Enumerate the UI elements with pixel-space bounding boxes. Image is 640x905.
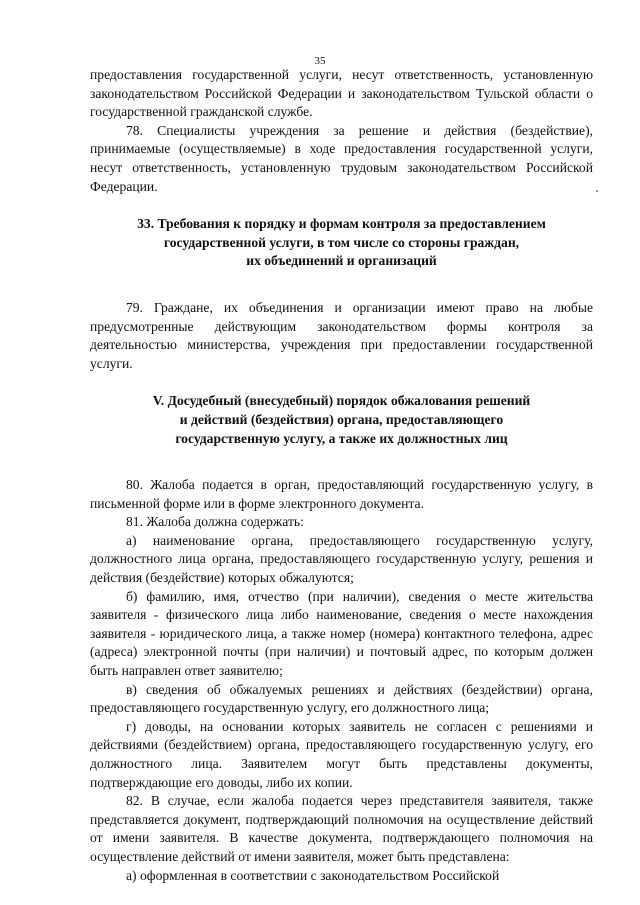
document-body — [90, 66, 593, 885]
paragraph-81-a: а) наименование органа, предоставляющего государственную услугу, должностного лица органа, предоставляющего государственную услугу, решения и действия (бездействие) которых обжалуются; — [90, 532, 593, 586]
section-33-heading — [90, 215, 593, 271]
paragraph-82: 82. В случае, если жалоба подается через представителя заявителя, также представляется документ, подтверждающий полномочия на осуществление действий от имени заявителя. В качестве документа, подтверждающего полномочия на осуществление действий от имени заявителя, может быть представлена: — [90, 793, 593, 864]
paragraph-81: 81. Жалоба должна содержать: — [126, 514, 304, 530]
section-v-heading-line-2: и действий (бездействия) органа, предоставляющего — [179, 411, 504, 427]
paragraph-81-b: б) фамилию, имя, отчество (при наличии), сведения о месте жительства заявителя - физического лица либо наименование, сведения о месте нахождения заявителя - юридического лица, а также номер (номера) контактного телефона, адрес (адреса) электронной почты (при наличии) и почтовый адрес, по которым должен быть направлен ответ заявителю; — [90, 588, 593, 679]
paragraph-80: 80. Жалоба подается в орган, предоставляющий государственную услугу, в письменной форме или в форме электронного документа. — [90, 477, 593, 511]
page-number: 35 — [314, 55, 326, 67]
paragraph-continuation: предоставления государственной услуги, несут ответственность, установленную законодательством Российской Федерации и законодательством Тульской области о государственной гражданской службе. — [90, 67, 593, 120]
section-33-heading-line-1: 33. Требования к порядку и формам контроля за предоставлением — [137, 216, 546, 232]
paragraph-78: 78. Специалисты учреждения за решение и действия (бездействие), принимаемые (осуществляемые) в ходе предоставления государственной услуги, несут ответственность, установленную трудовым законодательством Российской Федерации. — [90, 122, 593, 194]
paragraph-79: 79. Граждане, их объединения и организации имеют право на любые предусмотренные действующим законодательством формы контроля за деятельностью министерства, учреждения при предоставлении государственной услуги. — [90, 299, 593, 371]
section-v-heading-line-1: V. Досудебный (внесудебный) порядок обжалования решений — [152, 393, 531, 409]
section-v-heading-line-3: государственную услугу, а также их должностных лиц — [175, 430, 508, 446]
section-33-heading-line-3: их объединений и организаций — [246, 253, 437, 269]
section-v-heading — [90, 392, 593, 448]
stray-mark — [596, 190, 598, 192]
section-33-heading-line-2: государственной услуги, в том числе со стороны граждан, — [163, 234, 520, 250]
paragraph-81-g: г) доводы, на основании которых заявитель не согласен с решениями и действиями (бездействием) органа, предоставляющего государственную услугу, его должностного лица. Заявителем могут быть представлены документы, подтверждающие его доводы, либо их копии. — [90, 718, 593, 790]
paragraph-81-v: в) сведения об обжалуемых решениях и действиях (бездействии) органа, предоставляющего государственную услугу, его должностного лица; — [90, 681, 593, 716]
paragraph-82-a: а) оформленная в соответствии с законодательством Российской — [126, 867, 500, 883]
